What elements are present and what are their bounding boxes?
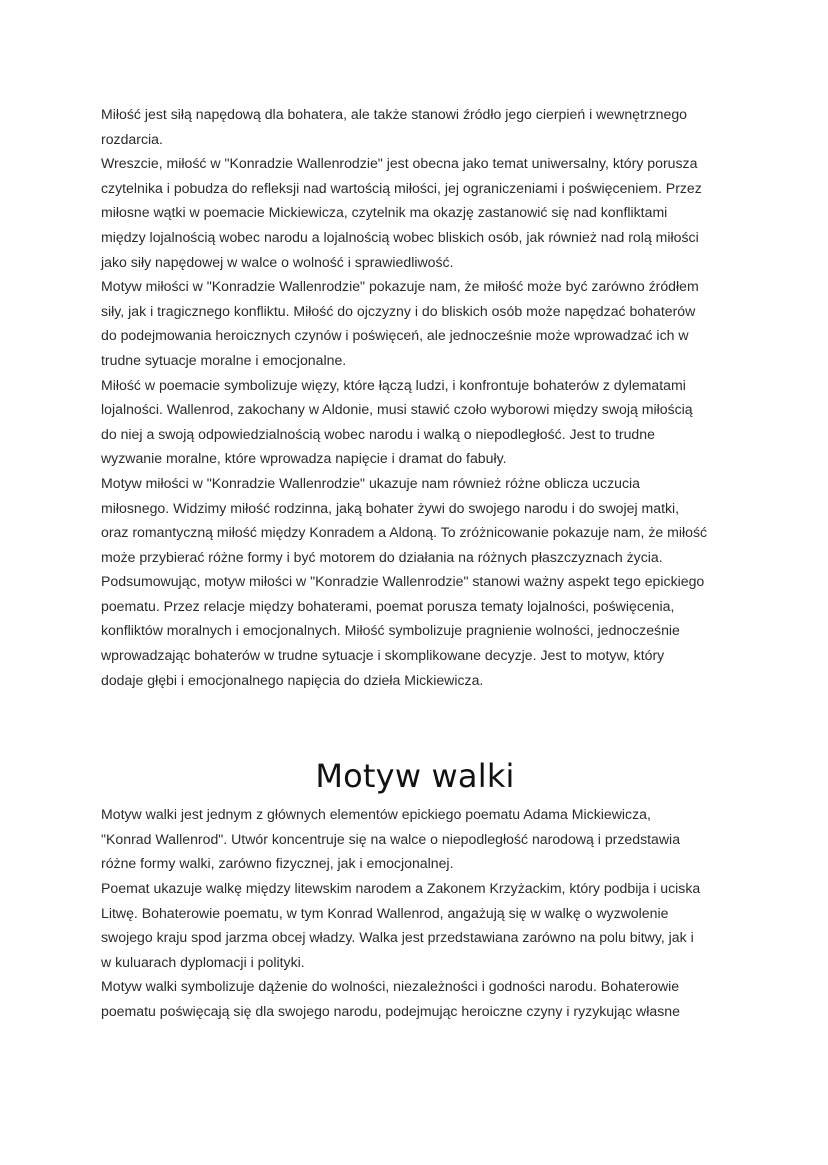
text-line: do niej a swoją odpowiedzialnością wobec narodu i walką o niepodległość. Jest to trudne <box>101 425 655 442</box>
text-line: trudne sytuacje moralne i emocjonalne. <box>101 351 347 368</box>
document-body <box>101 102 731 1024</box>
text-line: Motyw walki symbolizuje dążenie do wolności, niezależności i godności narodu. Bohaterowie <box>101 978 680 995</box>
text-line: rozdarcia. <box>101 130 163 147</box>
text-line: Wreszcie, miłość w "Konradzie Wallenrodzie" jest obecna jako temat uniwersalny, który porusza <box>101 155 698 172</box>
text-line: miłosne wątki w poemacie Mickiewicza, czytelnik ma okazję zastanowić się nad konfliktami <box>101 204 668 221</box>
text-line: jako siły napędowej w walce o wolność i sprawiedliwość. <box>101 253 454 270</box>
section-spacer <box>101 692 731 756</box>
section-heading-motyw-walki: Motyw walki <box>315 757 515 796</box>
text-line: wyzwanie moralne, które wprowadza napięcie i dramat do fabuły. <box>101 450 507 467</box>
text-line: Litwę. Bohaterowie poematu, w tym Konrad Wallenrod, angażują się w walkę o wyzwolenie <box>101 904 669 921</box>
text-line: dodaje głębi i emocjonalnego napięcia do dzieła Mickiewicza. <box>101 671 484 688</box>
text-line: Motyw walki jest jednym z głównych elementów epickiego poematu Adama Mickiewicza, <box>101 806 651 823</box>
text-line: Miłość w poemacie symbolizuje więzy, które łączą ludzi, i konfrontuje bohaterów z dylematami <box>101 376 686 393</box>
text-line: lojalności. Wallenrod, zakochany w Aldonie, musi stawić czoło wyborowi między swoją miłością <box>101 401 693 418</box>
text-line: swojego kraju spod jarzma obcej władzy. Walka jest przedstawiana zarówno na polu bitwy, jak i <box>101 929 694 946</box>
text-line: może przybierać różne formy i być motorem do działania na różnych płaszczyznach życia. <box>101 548 663 565</box>
text-line: czytelnika i pobudza do refleksji nad wartością miłości, jej ograniczeniami i poświęceniem. Przez <box>101 179 702 196</box>
text-line: Motyw miłości w "Konradzie Wallenrodzie" ukazuje nam również różne oblicza uczucia <box>101 474 641 491</box>
text-line: konfliktów moralnych i emocjonalnych. Miłość symbolizuje pragnienie wolności, jednocześnie <box>101 622 680 639</box>
struggle-motif-text <box>101 802 731 1023</box>
text-line: "Konrad Wallenrod". Utwór koncentruje się na walce o niepodległość narodową i przedstawia <box>101 830 681 847</box>
text-line: między lojalnością wobec narodu a lojalnością wobec bliskich osób, jak również nad rolą miłości <box>101 228 699 245</box>
text-line: wprowadzając bohaterów w trudne sytuacje i skomplikowane decyzje. Jest to motyw, który <box>101 647 665 664</box>
text-line: Miłość jest siłą napędową dla bohatera, ale także stanowi źródło jego cierpień i wewnętrznego <box>101 106 688 122</box>
love-motif-text <box>101 102 731 692</box>
text-line: Motyw miłości w "Konradzie Wallenrodzie" pokazuje nam, że miłość może być zarówno źródłem <box>101 278 699 295</box>
text-line: siły, jak i tragicznego konfliktu. Miłość do ojczyzny i do bliskich osób może napędzać bohaterów <box>101 302 696 319</box>
text-line: w kuluarach dyplomacji i polityki. <box>101 953 305 970</box>
text-line: poematu poświęcają się dla swojego narodu, podejmując heroiczne czyny i ryzykując własne <box>101 1003 680 1019</box>
text-line: Poemat ukazuje walkę między litewskim narodem a Zakonem Krzyżackim, który podbija i uciska <box>101 880 701 897</box>
text-line: do podejmowania heroicznych czynów i poświęceń, ale jednocześnie może wprowadzać ich w <box>101 327 689 344</box>
text-line: Podsumowując, motyw miłości w "Konradzie Wallenrodzie" stanowi ważny aspekt tego epickiego <box>101 573 705 590</box>
text-line: miłosnego. Widzimy miłość rodzinna, jaką bohater żywi do swojego narodu i do swojej matki, <box>101 499 680 516</box>
text-line: różne formy walki, zarówno fizycznej, jak i emocjonalnej. <box>101 855 454 872</box>
text-line: poematu. Przez relacje między bohaterami, poemat porusza tematy lojalności, poświęcenia, <box>101 597 675 614</box>
text-line: oraz romantyczną miłość między Konradem a Aldoną. To zróżnicowanie pokazuje nam, że miłość <box>101 524 708 541</box>
